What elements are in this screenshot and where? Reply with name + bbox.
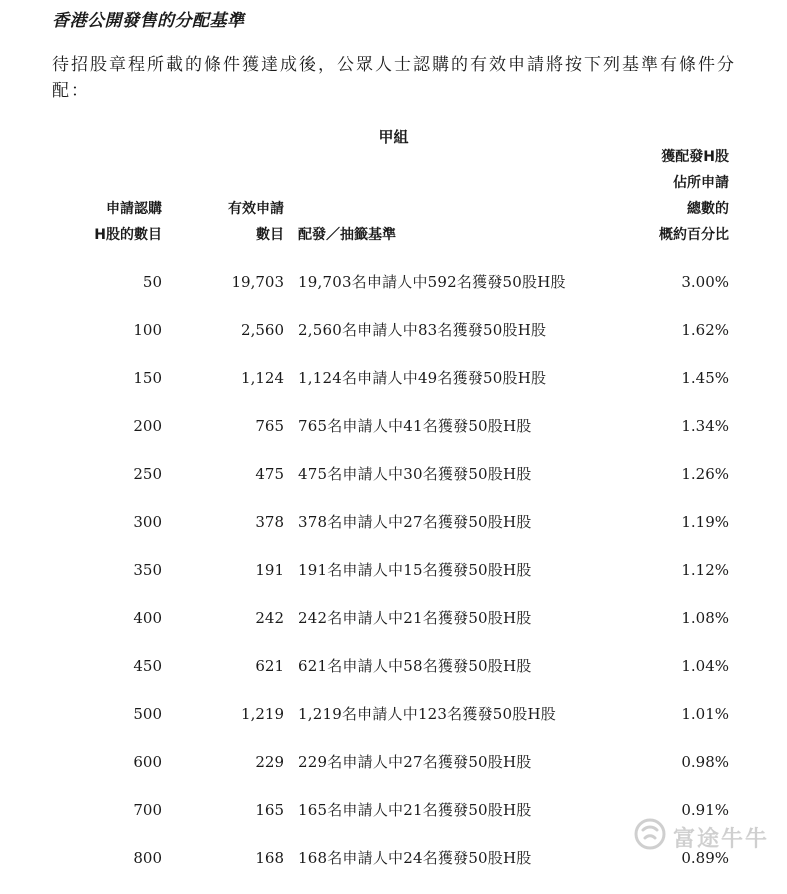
cell-valid: 2,560 (241, 321, 284, 339)
cell-basis: 165名申請人中21名獲發50股H股 (298, 801, 532, 819)
header-valid-applications (228, 196, 284, 248)
cell-shares: 200 (133, 417, 162, 435)
table-row (0, 558, 787, 606)
cell-shares: 800 (133, 849, 162, 867)
table-row (0, 318, 787, 366)
cell-valid: 1,124 (241, 369, 284, 387)
cell-percentage: 1.19% (681, 513, 729, 531)
header-percentage-line-2: 佔所申請 (673, 175, 729, 191)
cell-valid: 242 (255, 609, 284, 627)
cell-percentage: 1.12% (681, 561, 729, 579)
cell-valid: 378 (255, 513, 284, 531)
watermark (633, 817, 769, 857)
cell-shares: 300 (133, 513, 162, 531)
cell-valid: 19,703 (231, 273, 284, 291)
header-shares-applied (94, 196, 162, 248)
header-valid-applications-line-2: 數目 (256, 227, 284, 243)
cell-valid: 621 (255, 657, 284, 675)
intro-paragraph: 待招股章程所載的條件獲達成後，公眾人士認購的有效申請將按下列基準有條件分配： (52, 55, 736, 101)
cell-shares: 700 (133, 801, 162, 819)
cell-valid: 1,219 (241, 705, 284, 723)
cell-basis: 229名申請人中27名獲發50股H股 (298, 753, 532, 771)
cell-percentage: 1.26% (681, 465, 729, 483)
header-percentage-line-1: 獲配發H股 (661, 149, 729, 165)
cell-basis: 19,703名申請人中592名獲發50股H股 (298, 273, 566, 291)
cell-valid: 168 (255, 849, 284, 867)
page-heading: 香港公開發售的分配基準 (52, 11, 245, 31)
cell-percentage: 3.00% (681, 273, 729, 291)
cell-shares: 250 (133, 465, 162, 483)
cell-shares: 350 (133, 561, 162, 579)
allocation-table-body (0, 270, 787, 894)
header-percentage-line-3: 總數的 (687, 201, 729, 217)
cell-percentage: 1.01% (681, 705, 729, 723)
group-title: 甲組 (378, 128, 409, 146)
cell-percentage: 0.89% (681, 849, 729, 867)
cell-shares: 400 (133, 609, 162, 627)
cell-shares: 500 (133, 705, 162, 723)
cell-basis: 1,219名申請人中123名獲發50股H股 (298, 705, 556, 723)
header-percentage (659, 144, 729, 248)
cell-basis: 2,560名申請人中83名獲發50股H股 (298, 321, 547, 339)
cell-valid: 765 (255, 417, 284, 435)
cell-valid: 165 (255, 801, 284, 819)
table-row (0, 462, 787, 510)
cell-basis: 378名申請人中27名獲發50股H股 (298, 513, 532, 531)
cell-basis: 765名申請人中41名獲發50股H股 (298, 417, 532, 435)
cell-basis: 168名申請人中24名獲發50股H股 (298, 849, 532, 867)
table-row (0, 702, 787, 750)
cell-percentage: 1.08% (681, 609, 729, 627)
cell-shares: 50 (142, 273, 162, 291)
cell-percentage: 1.04% (681, 657, 729, 675)
table-row (0, 366, 787, 414)
watermark-text: 富途牛牛 (672, 826, 769, 852)
cell-percentage: 0.91% (681, 801, 729, 819)
cell-basis: 621名申請人中58名獲發50股H股 (298, 657, 532, 675)
header-basis: 配發／抽籤基準 (298, 227, 396, 243)
table-row (0, 606, 787, 654)
cell-shares: 450 (133, 657, 162, 675)
cell-valid: 229 (255, 753, 284, 771)
header-shares-applied-line-1: 申請認購 (106, 201, 162, 217)
cell-shares: 600 (133, 753, 162, 771)
cell-shares: 100 (133, 321, 162, 339)
cell-percentage: 1.45% (681, 369, 729, 387)
futu-logo-icon (633, 817, 667, 857)
cell-shares: 150 (133, 369, 162, 387)
cell-basis: 1,124名申請人中49名獲發50股H股 (298, 369, 547, 387)
cell-valid: 191 (255, 561, 284, 579)
table-row (0, 510, 787, 558)
table-row (0, 270, 787, 318)
table-row (0, 654, 787, 702)
cell-percentage: 1.62% (681, 321, 729, 339)
cell-percentage: 0.98% (681, 753, 729, 771)
cell-basis: 475名申請人中30名獲發50股H股 (298, 465, 532, 483)
cell-basis: 242名申請人中21名獲發50股H股 (298, 609, 532, 627)
cell-percentage: 1.34% (681, 417, 729, 435)
header-shares-applied-line-2: H股的數目 (94, 227, 162, 243)
header-valid-applications-line-1: 有效申請 (228, 201, 284, 217)
table-row (0, 750, 787, 798)
header-percentage-line-4: 概約百分比 (659, 227, 729, 243)
cell-basis: 191名申請人中15名獲發50股H股 (298, 561, 532, 579)
table-row (0, 414, 787, 462)
cell-valid: 475 (255, 465, 284, 483)
